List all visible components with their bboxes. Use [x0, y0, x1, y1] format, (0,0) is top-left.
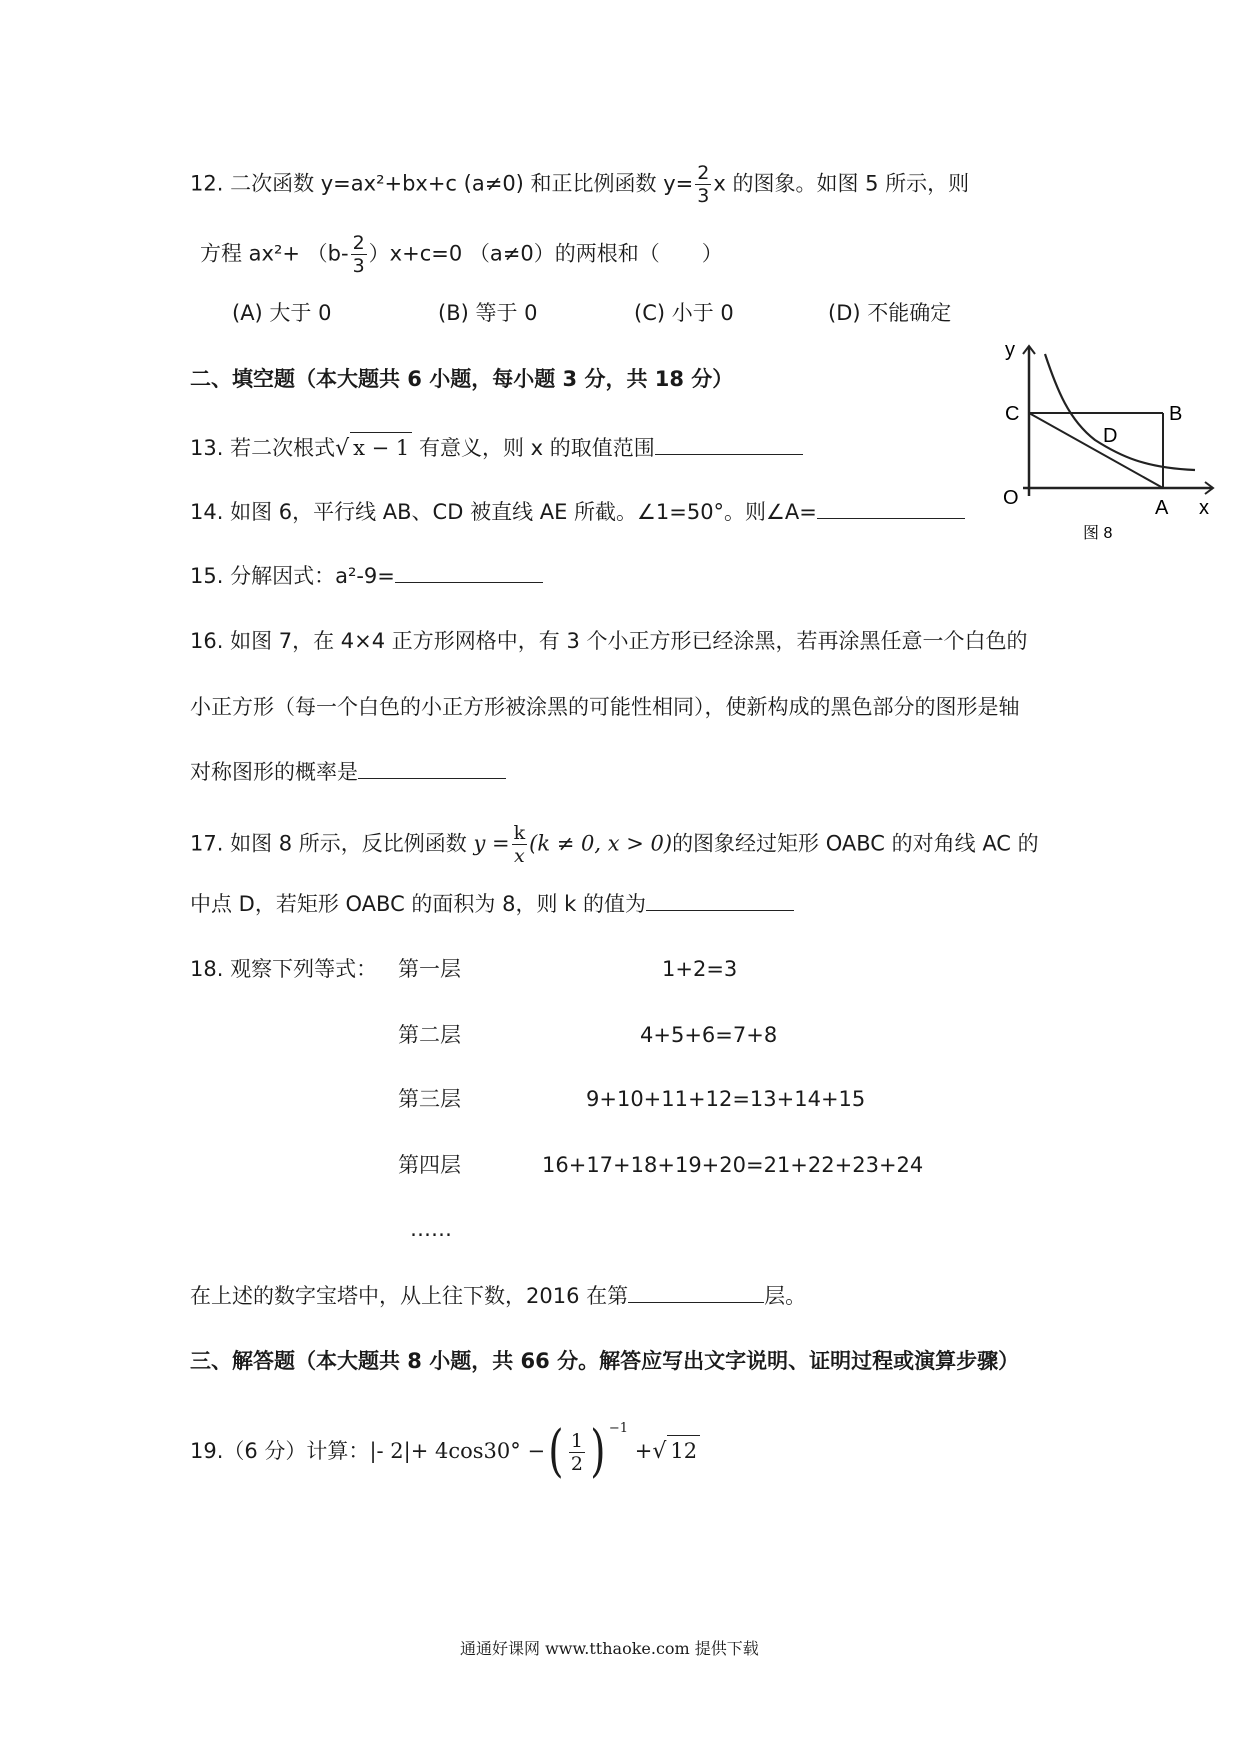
- q19-abs: |- 2|: [369, 1439, 411, 1463]
- q12-line1: [190, 162, 969, 207]
- figure-8: [985, 340, 1215, 550]
- q12-suffix: x 的图象。如图 5 所示，则: [713, 171, 970, 196]
- label-a: A: [1155, 497, 1169, 519]
- q14: [190, 496, 965, 527]
- q19: [190, 1419, 700, 1484]
- q12-line2-fraction: [351, 232, 367, 277]
- q19-left-paren: (: [548, 1419, 564, 1484]
- q12-line2-suffix: ）x+c=0 （a≠0）的两根和（ ）: [368, 241, 723, 266]
- diagonal-ac: [1029, 413, 1163, 488]
- q12-line2-frac-num: 2: [352, 232, 365, 254]
- q18-layer-2: 第二层: [398, 1023, 461, 1047]
- q18-layer-3: 第三层: [398, 1087, 461, 1111]
- q12-line2: [200, 232, 723, 277]
- q12-frac-den: 3: [697, 185, 710, 207]
- q18-ellipsis: ……: [410, 1217, 452, 1241]
- q19-sqrt-symbol: √: [652, 1439, 667, 1464]
- q18-eq-3: 9+10+11+12=13+14+15: [586, 1087, 866, 1111]
- q14-answer-blank[interactable]: [817, 496, 965, 519]
- q18-question: [190, 1280, 806, 1311]
- q17-condition: (k ≠ 0, x > 0): [529, 831, 673, 856]
- q17-line2: [190, 888, 794, 919]
- q19-right-paren: ): [590, 1419, 606, 1484]
- label-c: C: [1005, 403, 1020, 425]
- q19-cos: + 4cos30° −: [410, 1439, 546, 1463]
- q13: [190, 432, 803, 464]
- q17-answer-blank[interactable]: [646, 888, 794, 911]
- q16-line3-text: 对称图形的概率是: [190, 760, 358, 784]
- q18-label: 18. 观察下列等式：: [190, 957, 378, 981]
- q16-line1: 16. 如图 7，在 4×4 正方形网格中，有 3 个小正方形已经涂黑，若再涂黑任意一个白色的: [190, 629, 1028, 653]
- q12-frac-num: 2: [697, 162, 710, 184]
- q18-layer-4: 第四层: [398, 1153, 461, 1177]
- q17-frac-den: x: [514, 845, 525, 867]
- label-x: x: [1199, 497, 1209, 519]
- q18-eq-2: 4+5+6=7+8: [640, 1023, 778, 1047]
- q12-prefix: 12. 二次函数 y=ax²+bx+c (a≠0) 和正比例函数 y=: [190, 171, 694, 196]
- label-y: y: [1005, 340, 1015, 361]
- label-d: D: [1103, 425, 1118, 447]
- q18-layer-1: 第一层: [398, 957, 461, 981]
- q19-exponent: −1: [608, 1421, 629, 1436]
- q18-eq-1: 1+2=3: [662, 957, 738, 981]
- label-o: O: [1003, 487, 1019, 509]
- q17-line1: [190, 822, 1039, 867]
- sqrt-symbol: √: [335, 436, 350, 461]
- q13-radicand: x − 1: [350, 432, 412, 463]
- label-b: B: [1169, 403, 1183, 425]
- footer: 通通好课网 www.tthaoke.com 提供下载: [460, 1639, 759, 1658]
- section3-heading: 三、解答题（本大题共 8 小题，共 66 分。解答应写出文字说明、证明过程或演算步骤）: [190, 1349, 1020, 1373]
- section2-heading: 二、填空题（本大题共 6 小题，每小题 3 分，共 18 分）: [190, 367, 734, 391]
- q19-frac-num: 1: [570, 1429, 583, 1452]
- q12-option-b: (B) 等于 0: [438, 301, 538, 325]
- q17-line2-text: 中点 D，若矩形 OABC 的面积为 8，则 k 的值为: [190, 892, 646, 916]
- q19-fraction: [569, 1430, 585, 1475]
- q18-question-prefix: 在上述的数字宝塔中，从上往下数，2016 在第: [190, 1284, 629, 1308]
- q13-suffix: 有意义，则 x 的取值范围: [418, 436, 655, 460]
- q16-line3: [190, 756, 506, 787]
- q17-prefix: 17. 如图 8 所示，反比例函数: [190, 831, 467, 856]
- q19-plus: +: [634, 1439, 653, 1463]
- q17-y-eq: y =: [473, 831, 510, 856]
- q12-line2-prefix: 方程 ax²+ （b-: [200, 241, 349, 266]
- q12-option-d: (D) 不能确定: [828, 301, 952, 325]
- q19-radicand: 12: [667, 1435, 700, 1466]
- q13-answer-blank[interactable]: [655, 432, 803, 455]
- q19-prefix: 19.（6 分）计算：: [190, 1439, 370, 1463]
- q12-line2-frac-den: 3: [352, 255, 365, 277]
- q12-option-a: (A) 大于 0: [232, 301, 332, 325]
- q12-fraction: [695, 162, 711, 207]
- q16-line2: 小正方形（每一个白色的小正方形被涂黑的可能性相同），使新构成的黑色部分的图形是轴: [190, 695, 1020, 719]
- q15: [190, 560, 543, 591]
- q15-text: 15. 分解因式：a²-9=: [190, 564, 395, 588]
- q17-suffix: 的图象经过矩形 OABC 的对角线 AC 的: [672, 831, 1039, 856]
- q16-answer-blank[interactable]: [358, 756, 506, 779]
- figure-caption: 图 8: [1083, 525, 1113, 542]
- q13-prefix: 13. 若二次根式: [190, 436, 336, 460]
- q19-frac-den: 2: [570, 1452, 583, 1475]
- q12-option-c: (C) 小于 0: [634, 301, 734, 325]
- q14-text: 14. 如图 6，平行线 AB、CD 被直线 AE 所截。∠1=50°。则∠A=: [190, 500, 817, 524]
- q17-fraction: [512, 822, 528, 867]
- q18-eq-4: 16+17+18+19+20=21+22+23+24: [542, 1153, 924, 1177]
- q18-question-suffix: 层。: [764, 1284, 807, 1308]
- q15-answer-blank[interactable]: [395, 560, 543, 583]
- q17-frac-num: k: [513, 822, 526, 844]
- q18-answer-blank[interactable]: [628, 1280, 764, 1303]
